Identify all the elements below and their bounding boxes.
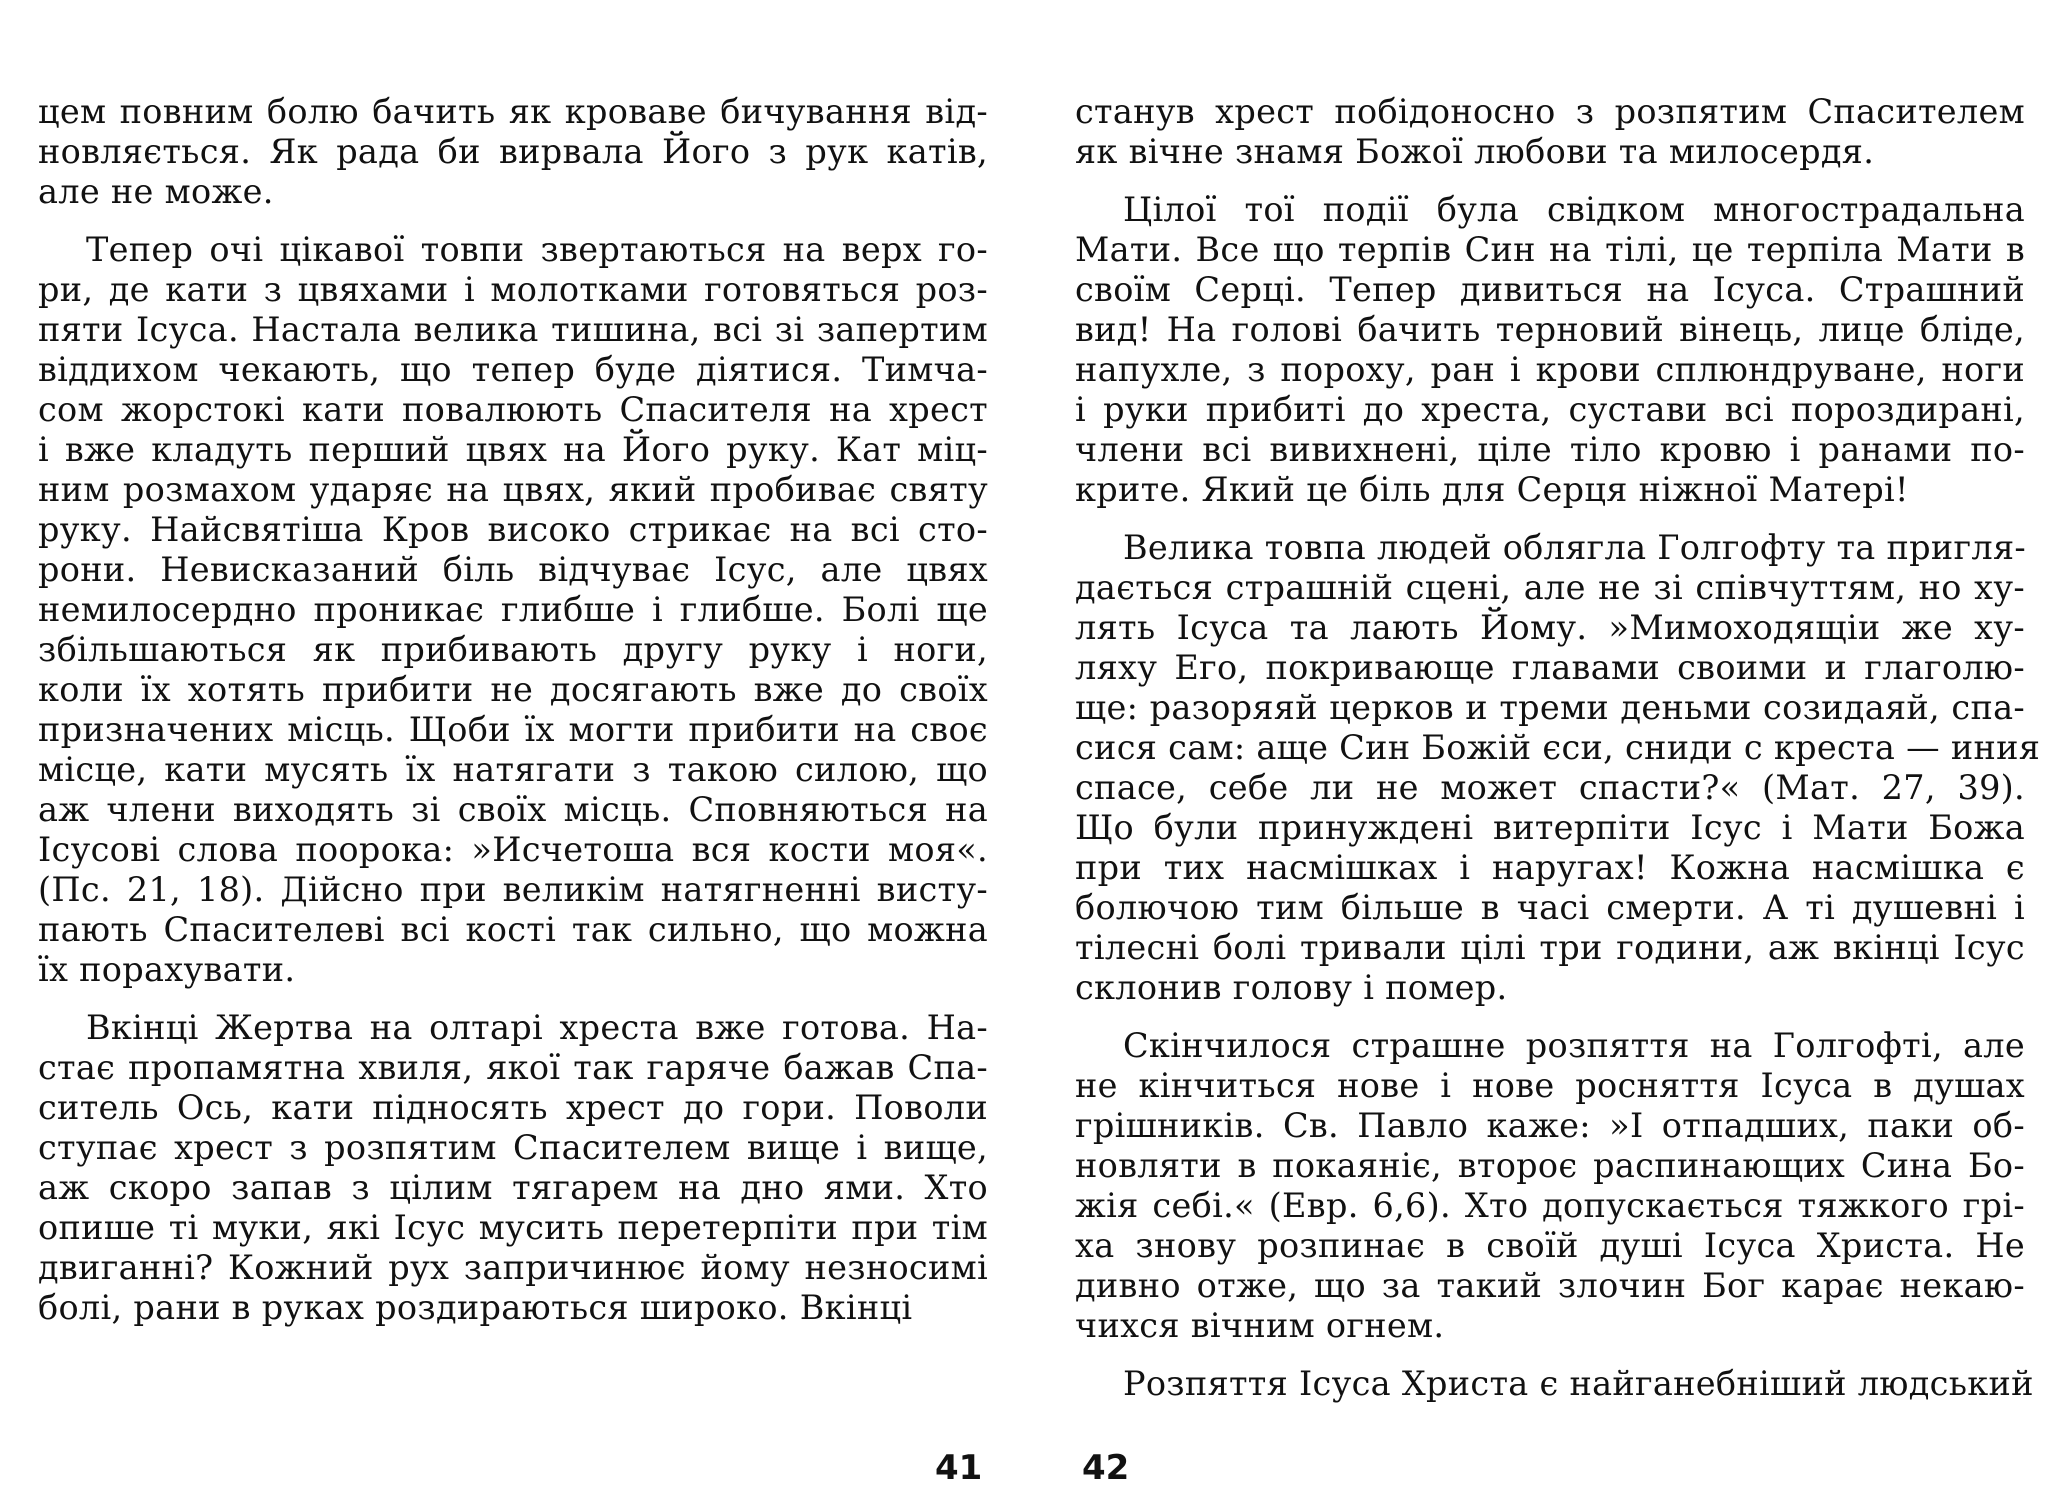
text-line: болі, рани в руках роздираються широко. Вкінці bbox=[38, 1288, 913, 1327]
paragraph bbox=[1075, 92, 2025, 172]
right-page bbox=[1075, 92, 2041, 1403]
text-line: призначених місць. Щоби їх могти прибити на своє bbox=[38, 710, 988, 749]
text-line: ха знову розпинає в своїй душі Ісуса Христа. Не bbox=[1075, 1226, 2025, 1265]
page-number-right: 42 bbox=[1082, 1448, 1130, 1488]
text-line: віддихом чекають, що тепер буде діятися. Тимча- bbox=[38, 350, 988, 389]
text-line: цем повним болю бачить як крoваве бичування від- bbox=[38, 92, 988, 131]
text-line: сися сам: аще Син Божій єси, сниди с креста — иния bbox=[1075, 728, 2041, 767]
left-page bbox=[38, 92, 988, 1392]
paragraph bbox=[1075, 528, 2041, 1008]
text-line: але не може. bbox=[38, 172, 274, 211]
text-line: напухле, з пороху, ран і крови сплюндруване, ноги bbox=[1075, 350, 2025, 389]
text-line: члени всі вивихнені, ціле тіло кровю і ранами по- bbox=[1075, 430, 2025, 469]
text-line: і вже кладуть перший цвях на Його руку. Кат міц- bbox=[38, 430, 988, 469]
text-line: не кінчиться нове і нове росняття Ісуса в душах bbox=[1075, 1066, 2025, 1105]
text-line: крите. Який це біль для Серця ніжної Матері! bbox=[1075, 470, 1909, 509]
text-line: Ісусові слова поорока: »Исчетоша вся кости моя«. bbox=[38, 830, 988, 869]
text-line: (Пс. 21, 18). Дійсно при великім натягненні висту- bbox=[38, 870, 988, 909]
text-line: немилосердно проникає глибше і глибше. Болі ще bbox=[38, 590, 988, 629]
text-line: збільшаються як прибивають другу руку і ноги, bbox=[38, 630, 988, 669]
text-line: коли їх хотять прибити не досягають вже до своїх bbox=[38, 670, 988, 709]
text-line: їх порахувати. bbox=[38, 950, 296, 989]
paragraph bbox=[38, 1008, 988, 1328]
text-line: жія себі.« (Евр. 6,6). Хто допускається тяжкого грі- bbox=[1075, 1186, 2025, 1225]
paragraph bbox=[38, 230, 988, 990]
text-line: дається страшній сцені, але не зі співчуттям, но ху- bbox=[1075, 568, 2025, 607]
left-page-text bbox=[38, 92, 988, 1328]
text-line: вид! На голові бачить терновий вінець, лице бліде, bbox=[1075, 310, 2025, 349]
text-line: Скінчилося страшне розпяття на Голгофті, але bbox=[1123, 1026, 2025, 1065]
text-line: місце, кати мусять їх натягати з такою силою, що bbox=[38, 750, 988, 789]
text-line: опише ті муки, які Ісус мусить перетерпіти при тім bbox=[38, 1208, 988, 1247]
text-line: грішників. Св. Павло каже: »І отпадших, паки об- bbox=[1075, 1106, 2025, 1145]
text-line: Що були принуждені витерпіти Ісус і Мати Божа bbox=[1075, 808, 2025, 847]
text-line: болючою тим більше в часі смерти. А ті душевні і bbox=[1075, 888, 2025, 927]
text-line: руку. Найсвятіша Кров високо стрикає на всі сто- bbox=[38, 510, 988, 549]
text-line: лять Ісуса та лають Йому. »Мимоходящіи же ху- bbox=[1075, 608, 2025, 647]
text-line: рони. Невисказаний біль відчуває Ісус, але цвях bbox=[38, 550, 988, 589]
page-number-left: 41 bbox=[935, 1448, 983, 1488]
text-line: чихся вічним огнем. bbox=[1075, 1306, 1445, 1345]
text-line: пають Спасителеві всі кості так сильно, що можна bbox=[38, 910, 988, 949]
text-line: пяти Ісуса. Настала велика тишина, всі зі запертим bbox=[38, 310, 988, 349]
text-line: ляху Его, покривающе главами своими и глаголю- bbox=[1075, 648, 2025, 687]
text-line: Цілої тої події була свідком многострадальна bbox=[1123, 190, 2025, 229]
text-line: аж члени виходять зі своїх місць. Сповняються на bbox=[38, 790, 988, 829]
right-page-text bbox=[1075, 92, 2041, 1404]
text-line: своїм Серці. Тепер дивиться на Ісуса. Страшний bbox=[1075, 270, 2025, 309]
text-line: Вкінці Жертва на олтарі хреста вже готова. На- bbox=[86, 1008, 988, 1047]
text-line: Тепер очі цікавої товпи звертаються на верх го- bbox=[86, 230, 988, 269]
text-line: новляти в покаяніє, второє распинающих Сина Бо- bbox=[1075, 1146, 2025, 1185]
text-line: стає пропамятна хвиля, якої так гаряче бажав Спа- bbox=[38, 1048, 988, 1087]
text-line: аж скоро запав з цілим тягарем на дно ями. Хто bbox=[38, 1168, 988, 1207]
text-line: тілесні болі тривали цілі три години, аж вкінці Ісус bbox=[1075, 928, 2025, 967]
text-line: і руки прибиті до хреста, сустави всі пороздирані, bbox=[1075, 390, 2025, 429]
text-line: двиганні? Кожний рух запричинює йому незносимі bbox=[38, 1248, 988, 1287]
text-line: Мати. Все що терпів Син на тілі, це терпіла Мати в bbox=[1075, 230, 2025, 269]
text-line: спасе, себе ли не может спасти?« (Мат. 27, 39). bbox=[1075, 768, 2025, 807]
paragraph bbox=[38, 92, 988, 212]
text-line: Розпяття Ісуса Христа є найганебніший людський bbox=[1123, 1364, 2034, 1403]
text-line: при тих насмішках і наругах! Кожна насмішка є bbox=[1075, 848, 2025, 887]
text-line: як вічне знамя Божої любови та милосердя. bbox=[1075, 132, 1875, 171]
paragraph bbox=[1075, 1026, 2025, 1346]
text-line: дивно отже, що за такий злочин Бог карає некаю- bbox=[1075, 1266, 2025, 1305]
text-line: склонив голову і помер. bbox=[1075, 968, 1508, 1007]
text-line: ситель Ось, кати підносять хрест до гори. Поволи bbox=[38, 1088, 988, 1127]
text-line: сом жорстокі кати повалюють Спасителя на хрест bbox=[38, 390, 988, 429]
paragraph bbox=[1075, 190, 2025, 510]
text-line: станув хрест побідоносно з розпятим Спасителем bbox=[1075, 92, 2025, 131]
text-line: ри, де кати з цвяхами і молотками готовяться роз- bbox=[38, 270, 988, 309]
text-line: ним розмахом ударяє на цвях, який пробиває святу bbox=[38, 470, 988, 509]
text-line: Велика товпа людей облягла Голгофту та пригля- bbox=[1123, 528, 2027, 567]
text-line: ступає хрест з розпятим Спасителем вище і вище, bbox=[38, 1128, 988, 1167]
paragraph bbox=[1075, 1364, 2034, 1404]
text-line: новляється. Як рада би вирвала Його з рук катів, bbox=[38, 132, 988, 171]
text-line: ще: разоряяй церков и треми деньми созидаяй, спа- bbox=[1075, 688, 2025, 727]
